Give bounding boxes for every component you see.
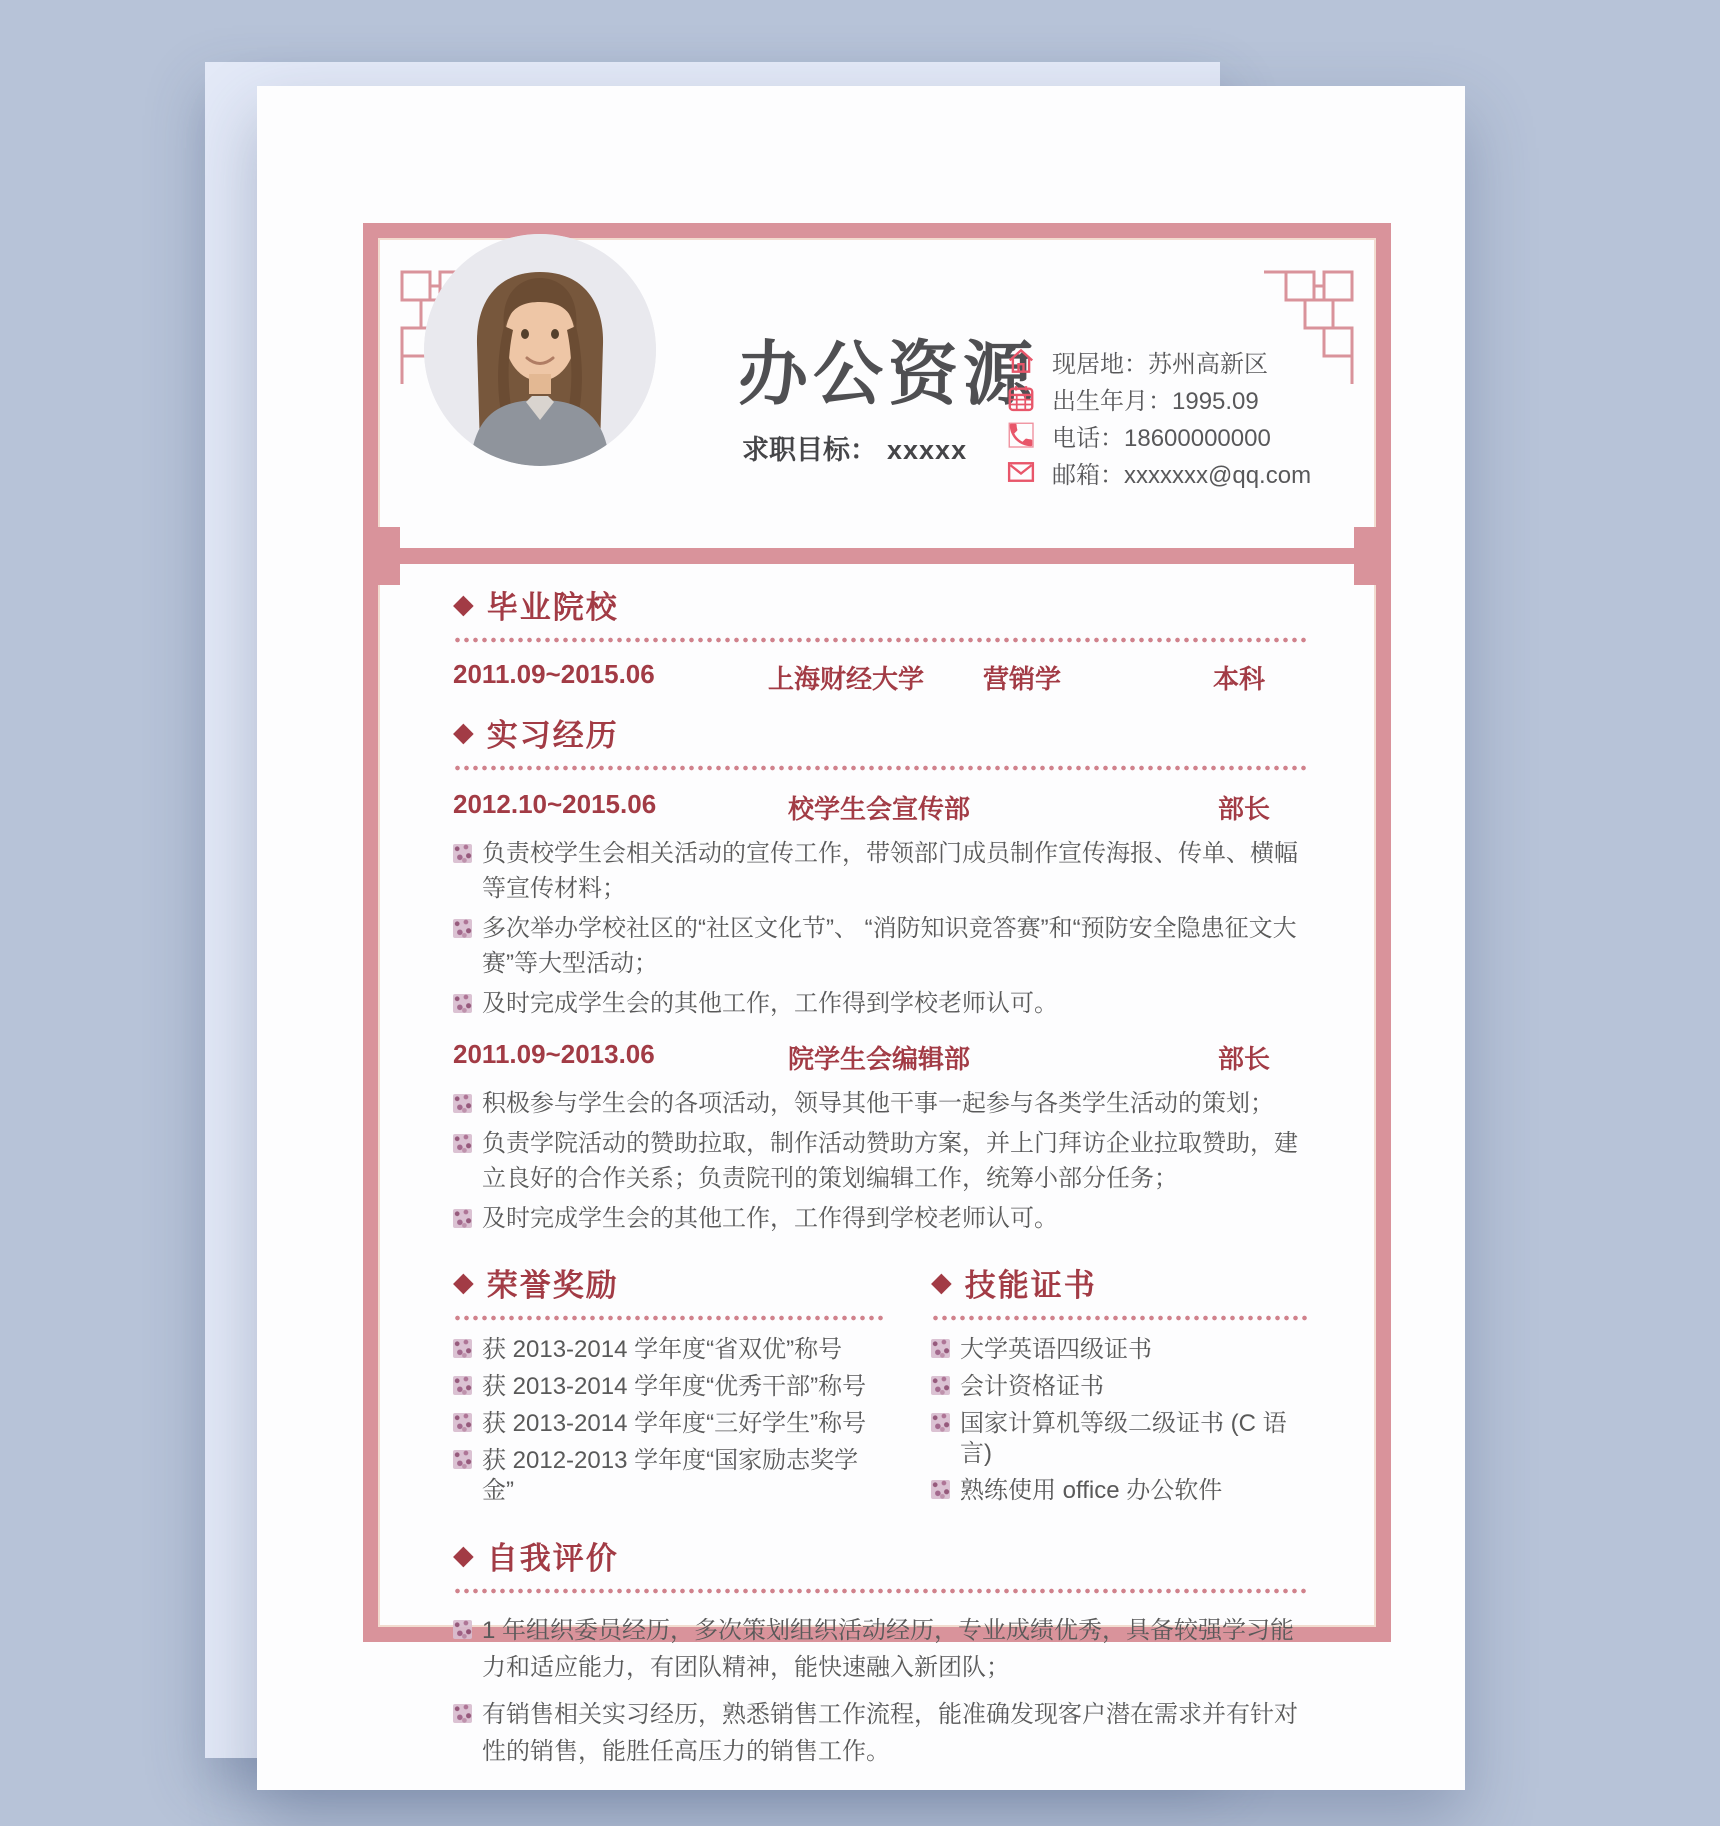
stamp-bullet-icon <box>931 1413 950 1432</box>
honor-text: 获 2013-2014 学年度“省双优”称号 <box>482 1336 843 1363</box>
education-row <box>453 659 1310 696</box>
section-honors <box>453 1260 883 1513</box>
mail-icon <box>1006 457 1036 487</box>
experience-bullets <box>453 1086 1310 1236</box>
skill-text: 会计资格证书 <box>960 1373 1104 1400</box>
diamond-icon: ◆ <box>931 1267 952 1297</box>
experience-title-row <box>453 1039 1310 1076</box>
section-title: 技能证书 <box>964 1268 1097 1303</box>
bullet-text: 负责学院活动的赞助拉取，制作活动赞助方案，并上门拜访企业拉取赞助，建立良好的合作关系；负责院刊的策划编辑工作，统筹小部分任务； <box>482 1130 1298 1192</box>
honors-skills-columns <box>453 1260 1310 1513</box>
section-title: 荣誉奖励 <box>486 1268 619 1303</box>
decorative-frame <box>363 223 1391 1765</box>
bullet-text: 及时完成学生会的其他工作，工作得到学校老师认可。 <box>482 990 1058 1017</box>
section-title: 毕业院校 <box>486 590 619 625</box>
honor-text: 获 2013-2014 学年度“三好学生”称号 <box>482 1410 867 1437</box>
experience-organization: 校学生会宣传部 <box>788 794 971 824</box>
objective-value: xxxxx <box>887 435 968 465</box>
experience-position: 部长 <box>1218 794 1271 824</box>
dotted-divider <box>931 1315 1310 1321</box>
contact-info <box>1006 346 1311 494</box>
stamp-bullet-icon <box>453 1704 472 1723</box>
contact-value: 18600000000 <box>1124 424 1271 452</box>
bullet-item <box>453 911 1310 981</box>
stamp-bullet-icon <box>453 1134 472 1153</box>
stamp-bullet-icon <box>453 1376 472 1395</box>
resume-title: 办公资源 <box>738 335 1038 413</box>
stamp-bullet-icon <box>931 1376 950 1395</box>
home-icon <box>1006 346 1036 376</box>
experience-title-row <box>453 789 1310 826</box>
phone-icon <box>1006 420 1036 450</box>
contact-label: 电话： <box>1052 424 1124 452</box>
dotted-divider <box>453 1588 1310 1594</box>
list-item <box>931 1372 1310 1402</box>
honors-list <box>453 1335 883 1506</box>
bullet-text: 多次举办学校社区的“社区文化节”、 “消防知识竞答赛”和“预防安全隐患征文大赛”等大型活动； <box>482 915 1297 977</box>
section-header-self-evaluation <box>453 1533 1310 1578</box>
experience-period: 2011.09~2013.06 <box>453 1039 655 1069</box>
education-period: 2011.09~2015.06 <box>453 659 655 689</box>
honor-text: 获 2013-2014 学年度“优秀干部”称号 <box>482 1373 867 1400</box>
skill-text: 大学英语四级证书 <box>960 1336 1152 1363</box>
experience-bullets <box>453 836 1310 1021</box>
skill-text: 国家计算机等级二级证书 (C 语言) <box>960 1410 1287 1467</box>
experience-period: 2012.10~2015.06 <box>453 789 657 819</box>
section-header-internship <box>453 710 1310 755</box>
education-degree: 本科 <box>1213 664 1266 694</box>
bullet-text: 积极参与学生会的各项活动，领导其他干事一起参与各类学生活动的策划； <box>482 1090 1274 1117</box>
list-item <box>453 1335 883 1365</box>
contact-value: 苏州高新区 <box>1148 350 1268 378</box>
bullet-text: 1 年组织委员经历，多次策划组织活动经历，专业成绩优秀，具备较强学习能力和适应能力，有团队精神，能快速融入新团队； <box>482 1617 1295 1681</box>
section-title: 自我评价 <box>486 1541 619 1576</box>
bullet-text: 负责校学生会相关活动的宣传工作，带领部门成员制作宣传海报、传单、横幅等宣传材料； <box>482 840 1298 902</box>
stamp-bullet-icon <box>453 1450 472 1469</box>
stamp-bullet-icon <box>453 1209 472 1228</box>
section-header-skills <box>931 1260 1310 1305</box>
bullet-item <box>453 1126 1310 1196</box>
stamp-bullet-icon <box>453 1620 472 1639</box>
bullet-item <box>453 986 1310 1021</box>
stamp-bullet-icon <box>453 1413 472 1432</box>
contact-row-birth <box>1006 383 1311 413</box>
list-item <box>931 1409 1310 1469</box>
bullet-text: 及时完成学生会的其他工作，工作得到学校老师认可。 <box>482 1205 1058 1232</box>
job-objective <box>742 428 967 467</box>
self-evaluation-list <box>453 1612 1310 1770</box>
bullet-text: 有销售相关实习经历，熟悉销售工作流程，能准确发现客户潜在需求并有针对性的销售，能胜任高压力的销售工作。 <box>482 1701 1298 1765</box>
stamp-bullet-icon <box>453 1339 472 1358</box>
skill-text: 熟练使用 office 办公软件 <box>960 1477 1223 1504</box>
education-school: 上海财经大学 <box>768 664 925 694</box>
profile-photo <box>424 234 656 466</box>
dotted-divider <box>453 637 1310 643</box>
list-item <box>931 1335 1310 1365</box>
contact-label: 出生年月： <box>1052 387 1172 415</box>
resume-page <box>257 86 1465 1790</box>
section-skills <box>931 1260 1310 1513</box>
contact-value: xxxxxxx@qq.com <box>1124 461 1312 489</box>
list-item <box>931 1476 1310 1506</box>
experience-organization: 院学生会编辑部 <box>788 1044 971 1074</box>
objective-label: 求职目标： <box>742 435 877 465</box>
contact-row-phone <box>1006 420 1311 450</box>
skills-list <box>931 1335 1310 1506</box>
bullet-item <box>453 1201 1310 1236</box>
list-item <box>453 1409 883 1439</box>
stamp-bullet-icon <box>453 919 472 938</box>
contact-label: 邮箱： <box>1052 461 1124 489</box>
diamond-icon: ◆ <box>453 589 474 619</box>
experience-position: 部长 <box>1218 1044 1271 1074</box>
diamond-icon: ◆ <box>453 1540 474 1570</box>
header-divider-bar <box>378 548 1376 564</box>
bullet-item <box>453 1086 1310 1121</box>
section-title: 实习经历 <box>486 718 619 753</box>
stamp-bullet-icon <box>453 1094 472 1113</box>
section-internship <box>453 710 1310 1236</box>
stamp-bullet-icon <box>453 994 472 1013</box>
bullet-item <box>453 1696 1310 1770</box>
section-header-honors <box>453 1260 883 1305</box>
stamp-bullet-icon <box>931 1480 950 1499</box>
contact-value: 1995.09 <box>1172 387 1259 415</box>
list-item <box>453 1446 883 1506</box>
contact-label: 现居地： <box>1052 350 1148 378</box>
resume-body <box>453 582 1310 1780</box>
calendar-icon <box>1006 383 1036 413</box>
contact-row-email <box>1006 457 1311 487</box>
education-major: 营销学 <box>983 664 1062 694</box>
section-self-evaluation <box>453 1533 1310 1770</box>
contact-row-location <box>1006 346 1311 376</box>
honor-text: 获 2012-2013 学年度“国家励志奖学金” <box>482 1447 859 1504</box>
diamond-icon: ◆ <box>453 1267 474 1297</box>
section-header-education <box>453 582 1310 627</box>
diamond-icon: ◆ <box>453 717 474 747</box>
bullet-item <box>453 1612 1310 1686</box>
list-item <box>453 1372 883 1402</box>
bullet-item <box>453 836 1310 906</box>
dotted-divider <box>453 765 1310 771</box>
stamp-bullet-icon <box>931 1339 950 1358</box>
dotted-divider <box>453 1315 883 1321</box>
stamp-bullet-icon <box>453 844 472 863</box>
